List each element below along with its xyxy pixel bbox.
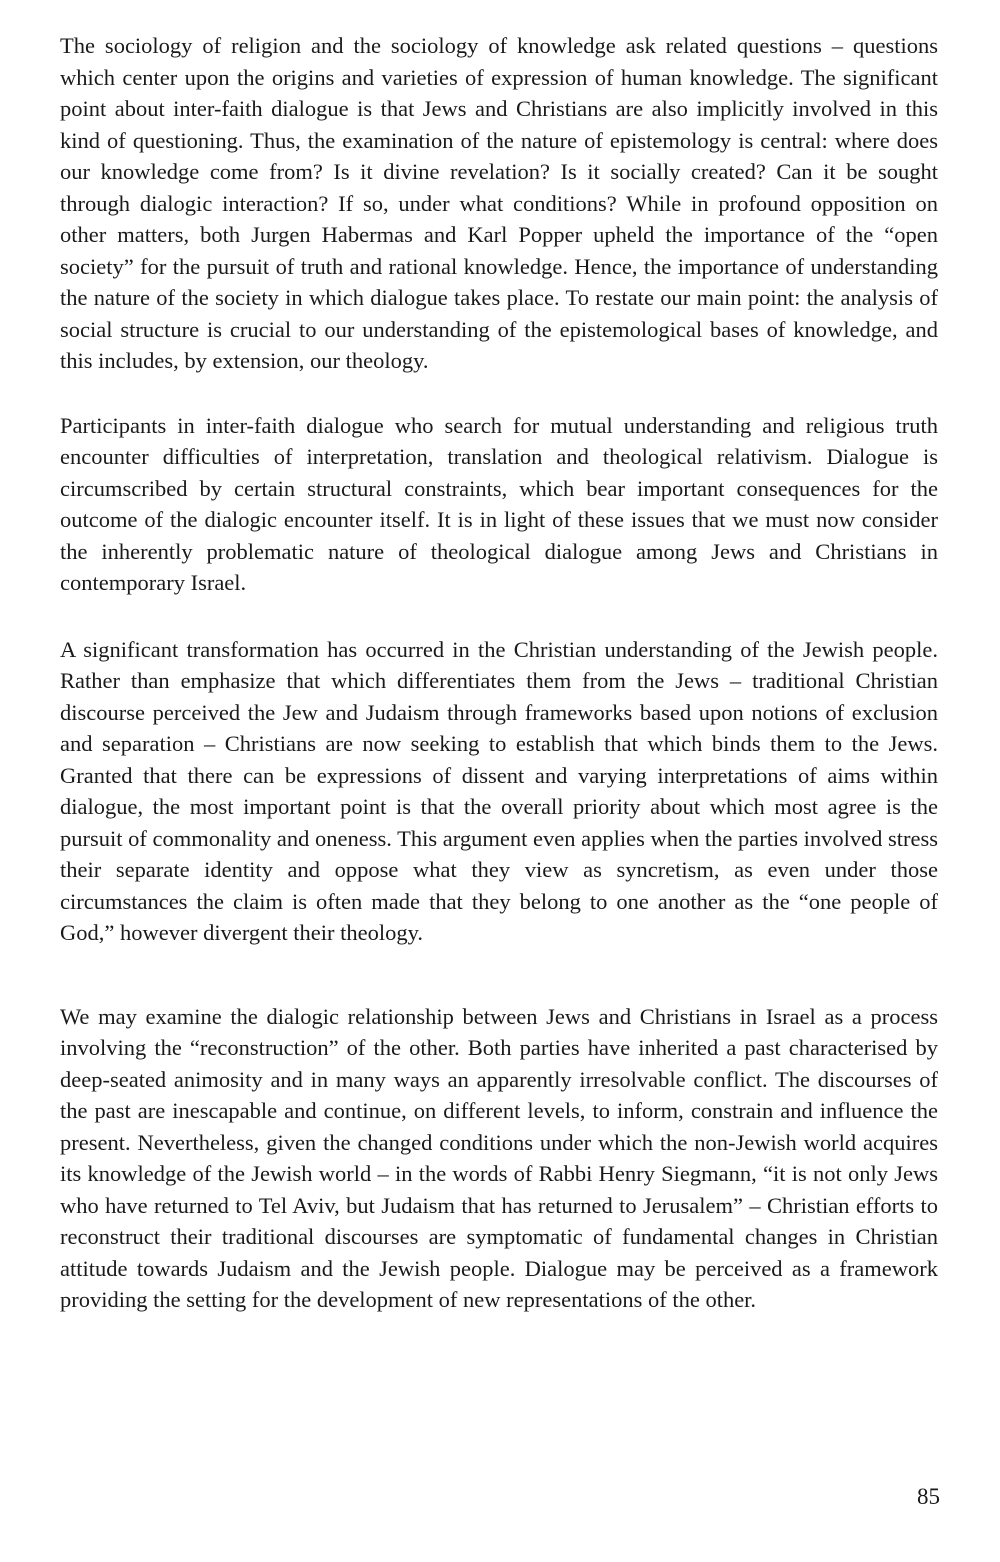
paragraph-4: We may examine the dialogic relationship between Jews and Christians in Israel as a process involving the “reconstruction” of the other. Both parties have inherited a past characterised by deep-seated animosity and in many ways an apparently irresolvable conflict. The discourses of the past are inescapable and continue, on different levels, to inform, constrain and influence the present. Nevertheless, given the changed conditions under which the non-Jewish world acquires its knowledge of the Jewish world – in the words of Rabbi Henry Siegmann, “it is not only Jews who have returned to Tel Aviv, but Judaism that has returned to Jerusalem” – Christian efforts to reconstruct their traditional discourses are symptomatic of fundamental changes in Christian attitude towards Judaism and the Jewish people. Dialogue may be perceived as a framework providing the setting for the development of new representations of the other. xyxy=(60,1003,938,1312)
paragraph-3: A significant transformation has occurred in the Christian understanding of the Jewish people. Rather than emphasize that which differentiates them from the Jews – traditional Christian discourse perceived the Jew and Judaism through frameworks based upon notions of exclusion and separation – Christians are now seeking to establish that which binds them to the Jews. Granted that there can be expressions of dissent and varying interpretations of aims within dialogue, the most important point is that the overall priority about which most agree is the pursuit of commonality and oneness. This argument even applies when the parties involved stress their separate identity and oppose what they view as syncretism, as even under those circumstances the claim is often made that they belong to one another as the “one people of God,” however divergent their theology. xyxy=(60,636,938,945)
paragraph-1: The sociology of religion and the sociology of knowledge ask related questions – questions which center upon the origins and varieties of expression of human knowledge. The significant point about inter-faith dialogue is that Jews and Christians are also implicitly involved in this kind of questioning. Thus, the examination of the nature of epistemology is central: where does our knowledge come from? Is it divine revelation? Is it socially created? Can it be sought through dialogic interaction? If so, under what conditions? While in profound opposition on other matters, both Jurgen Habermas and Karl Popper upheld the importance of the “open society” for the pursuit of truth and rational knowledge. Hence, the importance of understanding the nature of the society in which dialogue takes place. To restate our main point: the analysis of social structure is crucial to our understanding of the epistemological bases of knowledge, and this includes, by extension, our theology. xyxy=(60,33,938,373)
paragraph-2: Participants in inter-faith dialogue who search for mutual understanding and religious truth encounter difficulties of interpretation, translation and theological relativism. Dialogue is circumscribed by certain structural constraints, which bear important consequences for the outcome of the dialogic encounter itself. It is in light of these issues that we must now consider the inherently problematic nature of theological dialogue among Jews and Christians in contemporary Israel. xyxy=(60,412,938,595)
page-body xyxy=(60,30,938,1316)
page-number: 85 xyxy=(917,1484,940,1509)
